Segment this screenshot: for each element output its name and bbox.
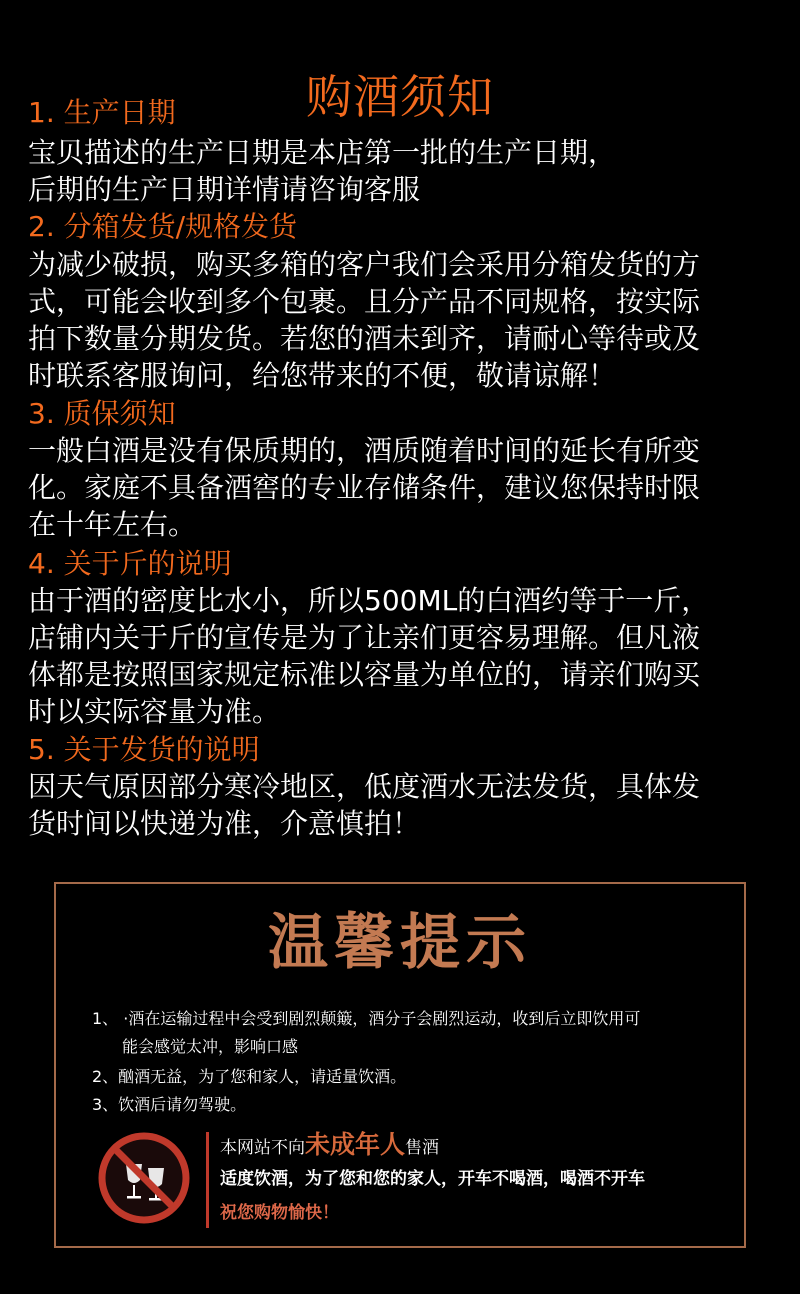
drink-moderately-line: 适度饮酒，为了您和您的家人，开车不喝酒，喝酒不开车	[220, 1169, 645, 1189]
tip-3: 3、饮酒后请勿驾驶。	[92, 1095, 247, 1114]
section-1-line-2: 后期的生产日期详情请咨询客服	[28, 173, 421, 206]
tip-2: 2、酗酒无益，为了您和家人，请适量饮酒。	[92, 1067, 407, 1086]
section-1-heading: 1. 生产日期	[28, 96, 176, 129]
section-2-line-1: 为减少破损，购买多箱的客户我们会采用分箱发货的方	[28, 248, 701, 281]
section-4-heading: 4. 关于斤的说明	[28, 547, 232, 580]
warning-prefix: 本网站不向	[220, 1138, 305, 1158]
section-4-line-3: 体都是按照国家规定标准以容量为单位的，请亲们购买	[28, 658, 701, 691]
section-2-heading: 2. 分箱发货/规格发货	[28, 210, 298, 243]
section-5-heading: 5. 关于发货的说明	[28, 733, 260, 766]
warning-highlight: 未成年人	[305, 1130, 406, 1159]
closing-greeting: 祝您购物愉快！	[220, 1203, 339, 1223]
section-2-line-3: 拍下数量分期发货。若您的酒未到齐，请耐心等待或及	[28, 322, 701, 355]
tip-1-line-2: 能会感觉太冲，影响口感	[122, 1037, 299, 1056]
section-4-line-1: 由于酒的密度比水小，所以500ML的白酒约等于一斤，	[28, 584, 710, 617]
notice-box	[54, 882, 746, 1248]
section-3-line-2: 化。家庭不具备酒窖的专业存储条件，建议您保持时限	[28, 471, 701, 504]
section-2-line-2: 式，可能会收到多个包裹。且分产品不同规格，按实际	[28, 285, 701, 318]
section-2-line-4: 时联系客服询问，给您带来的不便，敬请谅解！	[28, 359, 617, 392]
page-title: 购酒须知	[306, 69, 494, 124]
section-3-line-3: 在十年左右。	[28, 508, 197, 541]
section-5-line-2: 货时间以快递为准，介意慎拍！	[28, 807, 421, 840]
section-5-line-1: 因天气原因部分寒冷地区，低度酒水无法发货，具体发	[28, 770, 701, 803]
section-4-line-2: 店铺内关于斤的宣传是为了让亲们更容易理解。但凡液	[28, 621, 701, 654]
notice-divider	[206, 1132, 209, 1228]
warning-suffix: 售酒	[405, 1138, 440, 1158]
tip-1-line-1: 1、 ·酒在运输过程中会受到剧烈颠簸，酒分子会剧烈运动，收到后立即饮用可	[92, 1009, 641, 1028]
notice-title: 温馨提示	[268, 908, 532, 978]
section-3-heading: 3. 质保须知	[28, 397, 176, 430]
section-1-line-1: 宝贝描述的生产日期是本店第一批的生产日期，	[28, 136, 617, 169]
section-4-line-4: 时以实际容量为准。	[28, 695, 281, 728]
underage-warning	[220, 1130, 439, 1163]
no-drinking-icon	[96, 1130, 192, 1226]
section-3-line-1: 一般白酒是没有保质期的，酒质随着时间的延长有所变	[28, 434, 701, 467]
